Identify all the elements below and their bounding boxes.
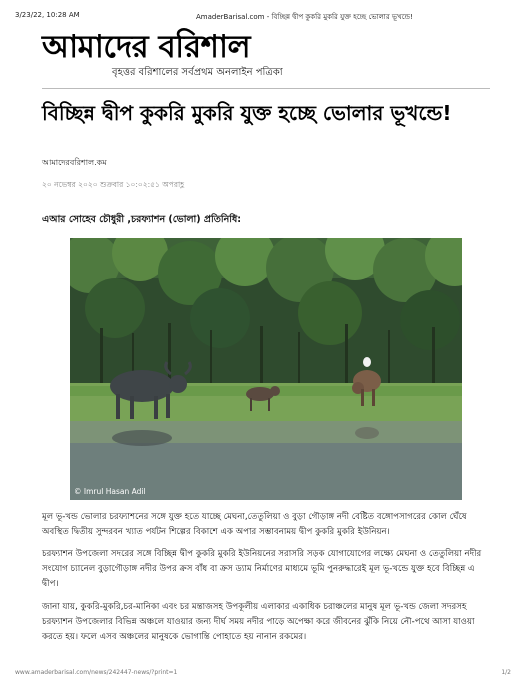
article-paragraph: মূল ভূ-খন্ড ভোলার চরফ্যাশনের সঙ্গে যুক্ত হতে যাচ্ছে মেঘনা,তেতুলিয়া ও বুড়া গৌড়াঙ্গ নদী বেষ্টিত বঙ্গোপসাগরের কোল ঘেঁষে অবস্থিত দ্বিতীয় সুন্দরবন খ্যাত পর্যটন শিল্পের বিকাশে এক অপার সম্ভাবনাময় দ্বীপ কুকরি মুকরি ইউনিয়ন। [42,512,467,537]
print-page-title: AmaderBarisal.com - বিচ্ছিন্ন দ্বীপ কুকরি মুকরি যুক্ত হচ্ছে ভোলার ভূখন্ডে! [196,13,413,21]
article-byline: এআর সোহেব চৌধুরী ,চরফ্যাশন (ভোলা) প্রতিনিধি: [42,214,242,225]
print-footer-url: www.amaderbarisal.com/news/242447-news/?print=1 [15,669,178,676]
header-divider [42,88,490,89]
article-headline: বিচ্ছিন্ন দ্বীপ কুকরি মুকরি যুক্ত হচ্ছে ভোলার ভূখন্ডে! [42,101,452,125]
article-paragraph: চরফ্যাশন উপজেলা সদরের সঙ্গে বিচ্ছিন্ন দ্বীপ কুকরি মুকরি ইউনিয়নের সরাসরি সড়ক যোগাযোগের লক্ষ্যে মেঘনা ও তেতুলিয়া নদীর সংযোগ চ্যানেল বুড়াগৌড়াঙ্গ নদীর উপর ক্রস বাঁধ বা ক্রস ড্যাম নির্মাণের মাধ্যমে ভূমি পুনরুদ্ধারেই মূল ভূ-খন্ডে যুক্ত হবে বিচ্ছিন্ন এ দ্বীপ। [42,549,482,589]
print-datetime: 3/23/22, 10:28 AM [15,11,80,19]
buffalo-lake-photo [70,238,462,500]
print-footer-page: 1/2 [501,669,511,676]
masthead [42,29,283,78]
article-photo [70,238,462,500]
site-logo[interactable]: আমাদের বরিশাল [42,29,251,65]
photo-credit: © Imrul Hasan Adil [74,487,146,496]
article-site-name[interactable]: আমাদেরবরিশাল.কম [42,158,107,167]
site-tagline: বৃহত্তর বরিশালের সর্বপ্রথম অনলাইন পত্রিকা [112,67,283,78]
article-dateline: ২০ নভেম্বর ২০২০ শুক্রবার ১০:০২:৫১ অপরাহ্ণ [42,180,185,189]
article-paragraph: জানা যায়, কুকরি-মুকরি,চর-মানিকা এবং চর মন্তাজসহ উপকূলীয় এলাকার একাধিক চরাঞ্চলের মানুষ মূল ভূ-খন্ড জেলা সদরসহ চরফ্যাশন উপজেলার বিভিন্ন অঞ্চলে যাওয়ার জন্য দীর্ঘ সময় নদীর পাড়ে অপেক্ষা করে জীবনের ঝুঁকি নিয়ে নৌ-পথে আসা যাওয়া করতে হয়। ফলে এসব অঞ্চলের মানুষকে ভোগান্তি পোহাতে হয় নানান রকমের। [42,602,475,642]
